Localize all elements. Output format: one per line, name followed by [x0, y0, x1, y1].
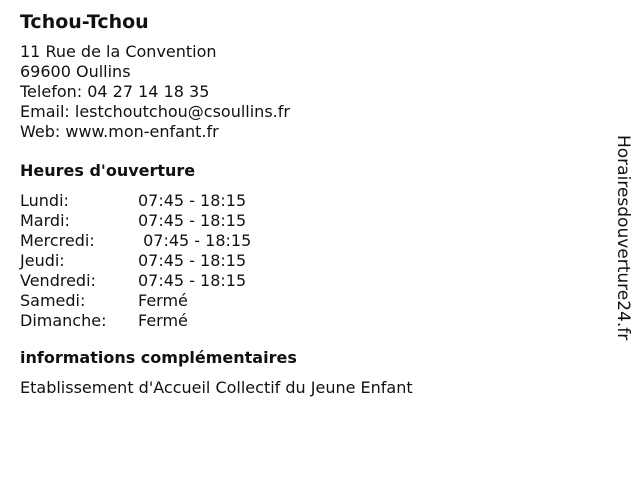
day-label: Vendredi: — [20, 271, 96, 290]
opening-hours-heading: Heures d'ouverture — [20, 161, 196, 180]
hours-row-thursday — [20, 251, 600, 271]
hours-row-tuesday — [20, 211, 600, 231]
day-hours: Fermé — [138, 291, 188, 310]
opening-hours-table — [20, 191, 600, 331]
day-label: Lundi: — [20, 191, 69, 210]
hours-row-monday — [20, 191, 600, 211]
hours-row-friday — [20, 271, 600, 291]
phone-line: Telefon: 04 27 14 18 35 — [20, 82, 210, 101]
day-hours: 07:45 - 18:15 — [138, 231, 252, 250]
contact-block — [20, 42, 600, 142]
email-line: Email: lestchoutchou@csoullins.fr — [20, 102, 290, 121]
day-hours: 07:45 - 18:15 — [138, 271, 247, 290]
day-label: Jeudi: — [20, 251, 65, 270]
day-label: Mercredi: — [20, 231, 95, 250]
address-city: 69600 Oullins — [20, 62, 131, 81]
day-label: Dimanche: — [20, 311, 107, 330]
business-name: Tchou-Tchou — [20, 11, 149, 33]
day-hours: Fermé — [138, 311, 188, 330]
web-line: Web: www.mon-enfant.fr — [20, 122, 219, 141]
day-label: Samedi: — [20, 291, 86, 310]
day-hours: 07:45 - 18:15 — [138, 191, 247, 210]
additional-info-text: Etablissement d'Accueil Collectif du Jeune Enfant — [20, 378, 413, 397]
hours-row-wednesday — [20, 231, 600, 251]
site-watermark: Horairesdouverture24.fr — [613, 135, 633, 341]
day-label: Mardi: — [20, 211, 70, 230]
business-card — [20, 10, 600, 398]
hours-row-saturday — [20, 291, 600, 311]
day-hours: 07:45 - 18:15 — [138, 251, 247, 270]
additional-info-heading: informations complémentaires — [20, 348, 297, 367]
day-hours: 07:45 - 18:15 — [138, 211, 247, 230]
address-street: 11 Rue de la Convention — [20, 42, 217, 61]
hours-row-sunday — [20, 311, 600, 331]
